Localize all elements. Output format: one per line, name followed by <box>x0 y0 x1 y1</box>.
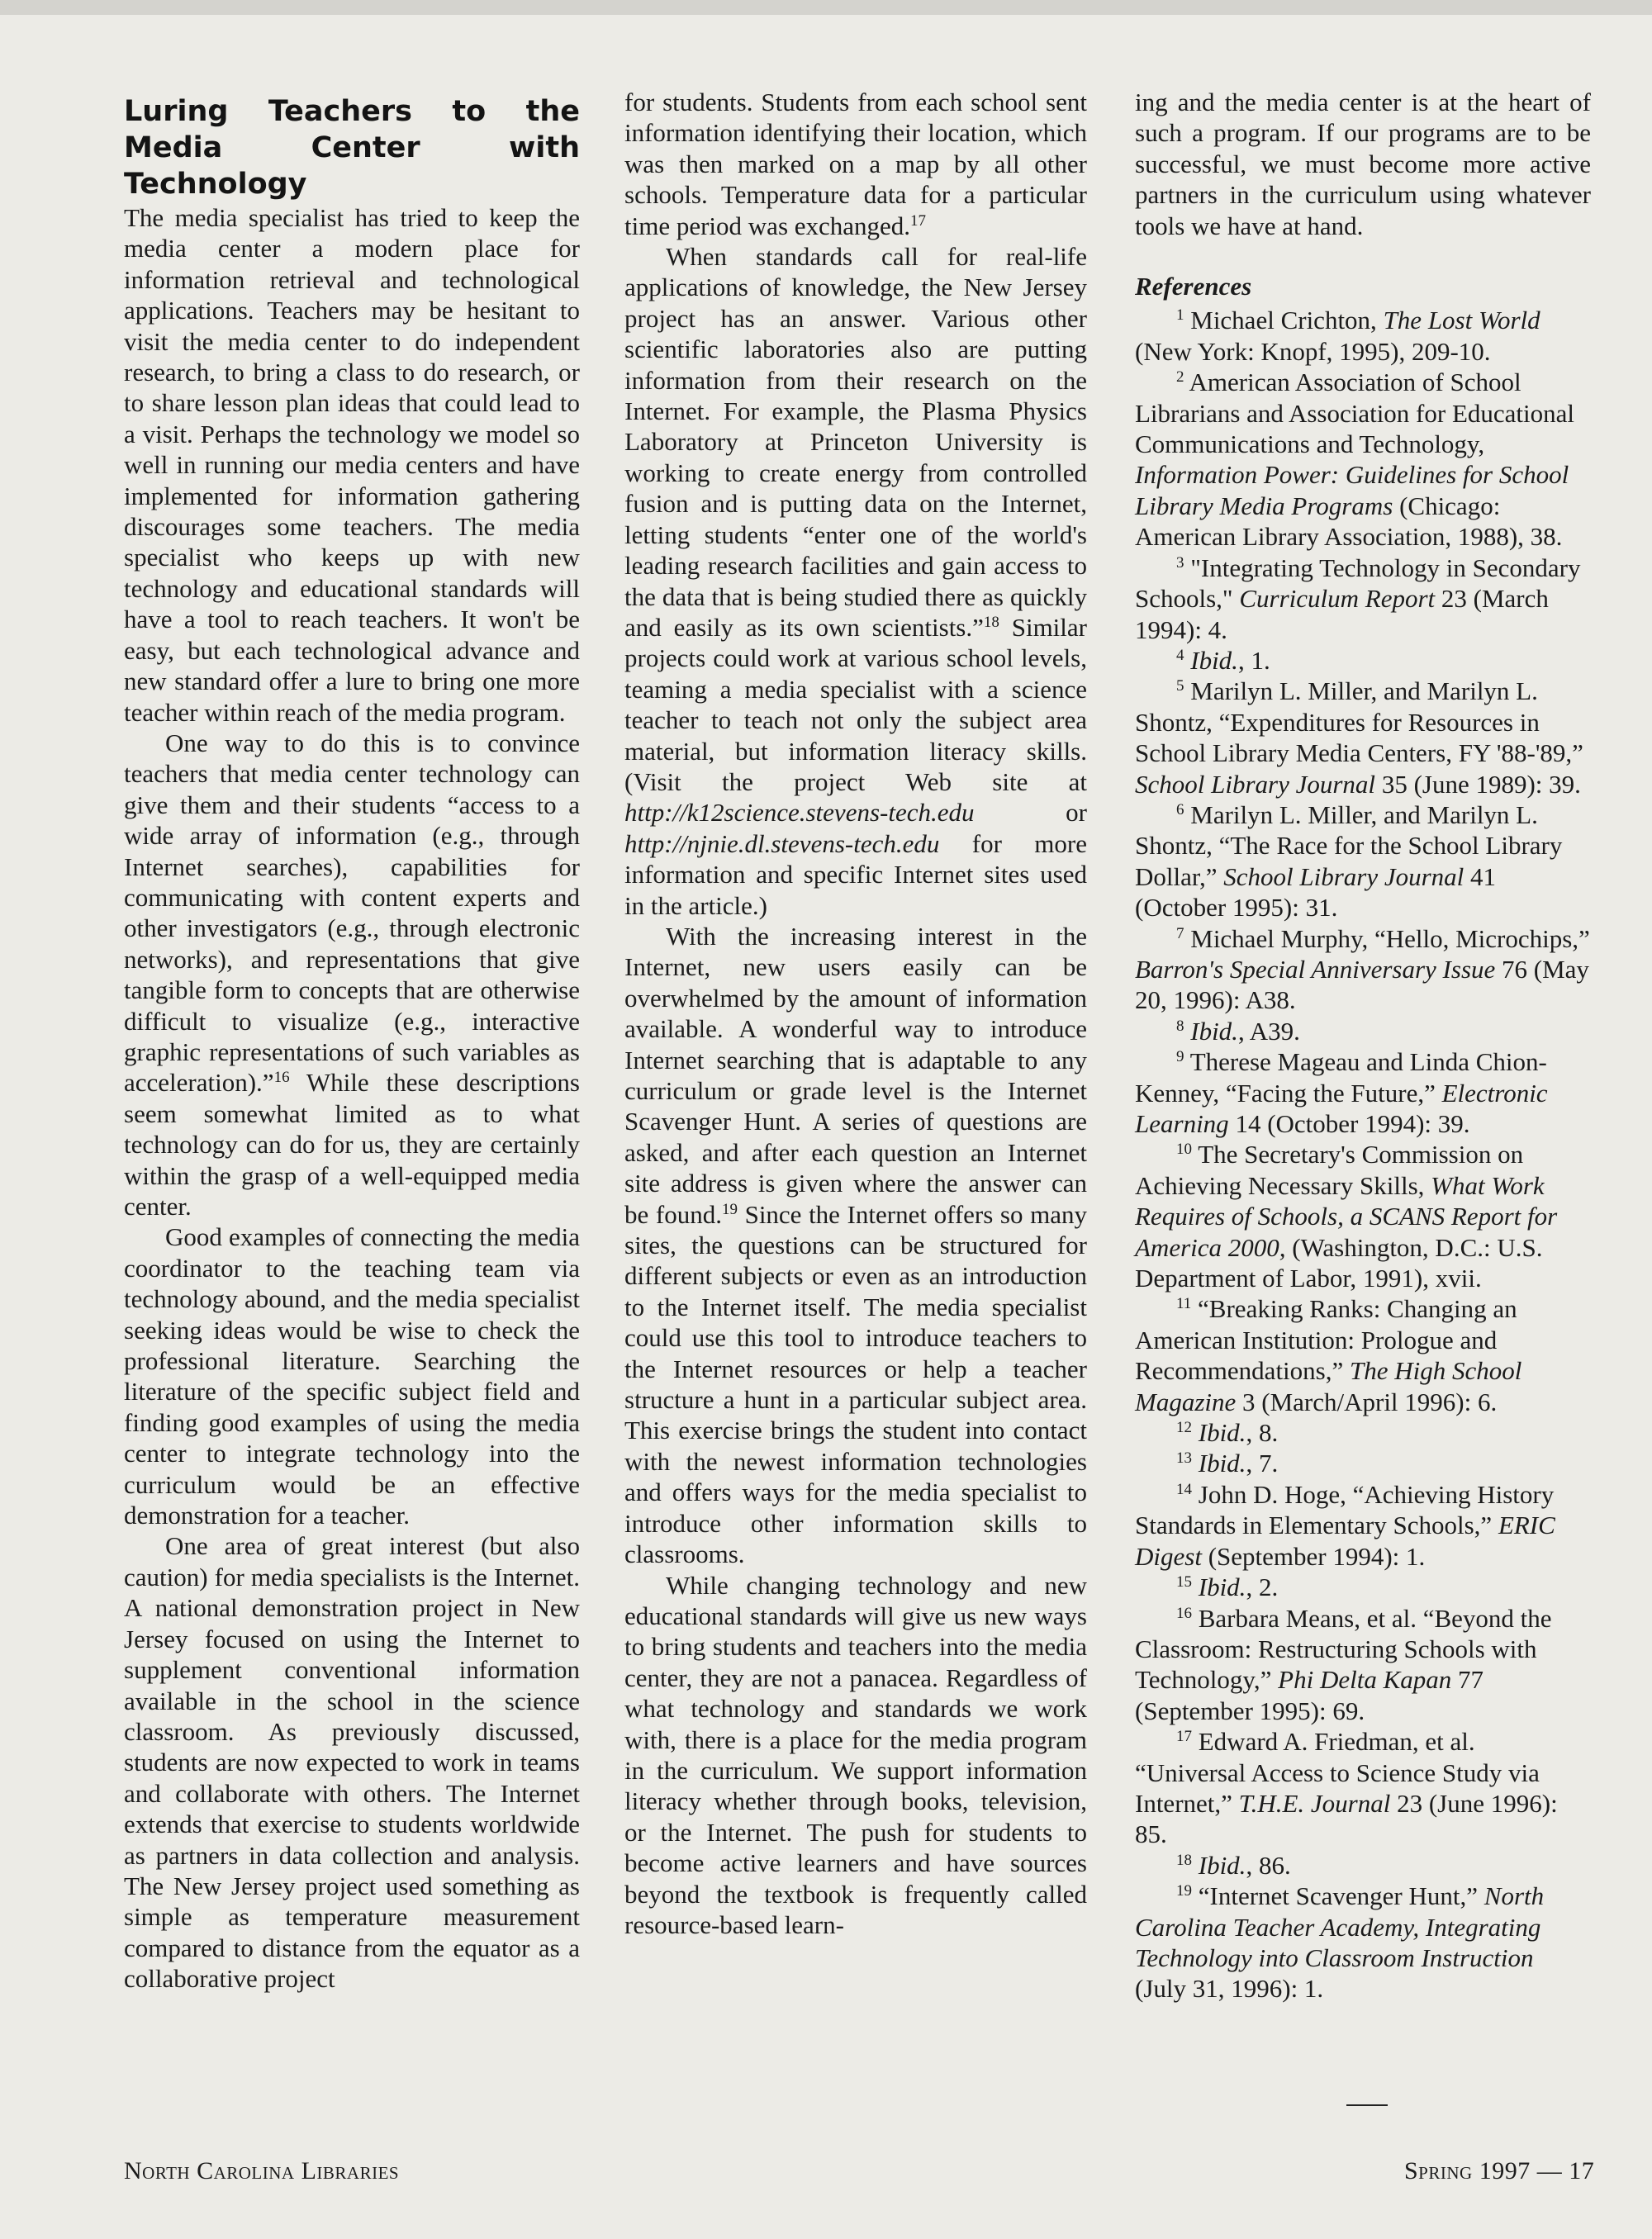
reference-item <box>1135 799 1591 923</box>
reference-title: The High School Magazine <box>1135 1356 1522 1416</box>
reference-number: 9 <box>1176 1048 1184 1066</box>
column-1 <box>124 80 580 1995</box>
url-link[interactable]: http://k12science.stevens-tech.edu <box>624 798 975 828</box>
reference-title: What Work Requires of Schools, a SCANS Report for America 2000, <box>1135 1170 1558 1262</box>
reference-number: 8 <box>1176 1017 1184 1035</box>
reference-item <box>1135 367 1591 552</box>
footnote-marker: 17 <box>910 211 927 230</box>
reference-title: Electronic Learning <box>1135 1078 1548 1138</box>
reference-item <box>1135 923 1591 1016</box>
reference-text: American Association of School Librarians and Association for Educational Communications and Technology, <box>1135 368 1575 459</box>
reference-title: North Carolina Teacher Academy, Integrating Technology into Classroom Instruction <box>1135 1881 1545 1972</box>
reference-number: 6 <box>1176 800 1184 818</box>
page-top-edge <box>0 0 1652 15</box>
reference-text: , 7. <box>1246 1449 1279 1478</box>
reference-number: 10 <box>1176 1141 1192 1159</box>
reference-title: The Lost World <box>1383 306 1540 335</box>
reference-title: T.H.E. Journal <box>1238 1788 1391 1818</box>
reference-number: 11 <box>1176 1295 1192 1313</box>
reference-item <box>1135 1417 1591 1448</box>
reference-title: Information Power: Guidelines for School Library Media Programs <box>1135 460 1569 520</box>
reference-title: Ibid. <box>1198 1449 1246 1478</box>
reference-text: Michael Crichton, <box>1190 306 1384 335</box>
reference-text: 14 (October 1994): 39. <box>1228 1109 1470 1138</box>
paragraph: ing and the media center is at the heart of such a program. If our programs are to be successful, we must become more active partners in the curriculum using whatever tools we have at hand. <box>1135 88 1591 240</box>
reference-text: “Internet Scavenger Hunt,” <box>1198 1881 1484 1911</box>
reference-title: Curriculum Report <box>1239 584 1436 614</box>
reference-title: Ibid. <box>1190 645 1238 675</box>
reference-text: , 86. <box>1246 1850 1291 1880</box>
column-2 <box>624 87 1087 1940</box>
reference-text: Marilyn L. Miller, and Marilyn L. Shontz, “Expenditures for Resources in School Library Media Centers, FY '88-'89,” <box>1135 676 1583 768</box>
footnote-marker: 19 <box>721 1200 738 1218</box>
reference-text: Edward A. Friedman, et al. “Universal Access to Science Study via Internet,” <box>1135 1727 1540 1818</box>
reference-text: 3 (March/April 1996): 6. <box>1236 1387 1498 1416</box>
reference-item <box>1135 1448 1591 1478</box>
reference-title: ERIC Digest <box>1135 1511 1555 1571</box>
reference-title: Ibid. <box>1198 1573 1246 1602</box>
reference-text: 35 (June 1989): 39. <box>1375 769 1581 799</box>
reference-text: “Breaking Ranks: Changing an American Institution: Prologue and Recommendations,” <box>1135 1294 1517 1386</box>
reference-text: (July 31, 1996): 1. <box>1135 1974 1324 2004</box>
reference-item <box>1135 305 1591 367</box>
references-heading: References <box>1135 272 1252 301</box>
reference-text: Barbara Means, et al. “Beyond the Classroom: Restructuring Schools with Technology,” <box>1135 1603 1552 1695</box>
reference-number: 3 <box>1176 553 1184 572</box>
paragraph: One area of great interest (but also caution) for media specialists is the Internet. A national demonstration project in New Jersey focused on using the Internet to supplement conventional information available in the school in the science classroom. As previously discussed, students are now expected to work in teams and collaborate with others. The Internet extends that exercise to students worldwide as partners in data collection and analysis. The New Jersey project used something as simple as temperature measurement compared to distance from the equator as a collaborative project <box>124 1531 580 1994</box>
reference-item <box>1135 645 1591 676</box>
reference-text: , A39. <box>1237 1016 1300 1046</box>
end-rule <box>1346 2104 1388 2106</box>
reference-number: 13 <box>1176 1449 1192 1468</box>
reference-text: , 8. <box>1246 1418 1279 1448</box>
reference-title: School Library Journal <box>1135 769 1376 799</box>
reference-text: 77 (September 1995): 69. <box>1135 1665 1484 1725</box>
reference-list <box>1135 305 1591 2004</box>
reference-text: "Integrating Technology in Secondary Schools," <box>1135 553 1581 614</box>
paragraph: While changing technology and new educational standards will give us new ways to bring students and teachers into the media center, they are not a panacea. Regardless of what technology and standards we work with, there is a place for the media program in the curriculum. We support information literacy whether through books, television, or the Internet. The push for students to become active learners and have sources beyond the textbook is frequently called resource-based learn- <box>624 1570 1087 1939</box>
reference-text: 23 (June 1996): 85. <box>1135 1788 1558 1849</box>
url-link[interactable]: http://njnie.dl.stevens-tech.edu <box>624 828 940 858</box>
reference-item <box>1135 1293 1591 1417</box>
section-heading: Luring Teachers to the Media Center with Technology <box>124 95 580 201</box>
reference-item <box>1135 1572 1591 1602</box>
paragraph: for students. Students from each school sent information identifying their location, which was then marked on a map by all other schools. Temperature data for a particular time period was exchanged.$^{17}$ <box>624 88 1087 240</box>
reference-number: 14 <box>1176 1480 1192 1498</box>
reference-text: , 1. <box>1237 645 1270 675</box>
reference-text: Therese Mageau and Linda Chion-Kenney, “Facing the Future,” <box>1135 1047 1547 1108</box>
reference-item <box>1135 1850 1591 1881</box>
footer-page-number: Spring 1997 — 17 <box>1404 2157 1595 2184</box>
reference-number: 4 <box>1176 646 1184 664</box>
reference-number: 12 <box>1176 1419 1192 1437</box>
reference-title: Ibid. <box>1198 1850 1246 1880</box>
reference-number: 15 <box>1176 1573 1192 1591</box>
reference-item <box>1135 676 1591 799</box>
reference-text: (September 1994): 1. <box>1201 1541 1426 1571</box>
paragraph: With the increasing interest in the Internet, new users easily can be overwhelmed by the amount of information available. A wonderful way to introduce Internet searching that is adaptable to any curriculum or grade level is the Internet Scavenger Hunt. A series of questions are asked, and after each question an Internet site address is given where the answer can be found.$^{19}$ Since the Internet offers so many sites, the questions can be structured for different subjects or even as an introduction to the Internet itself. The media specialist could use this tool to introduce teachers to the Internet resources or help a teacher structure a hunt in a particular subject area. This exercise brings the student into contact with the newest information technologies and offers ways for the media specialist to introduce other information skills to classrooms. <box>624 921 1087 1569</box>
paragraph: The media specialist has tried to keep the media center a modern place for information retrieval and technological applications. Teachers may be hesitant to visit the media center to do independent research, to bring a class to do research, or to share lesson plan ideas that could lead to a visit. Perhaps the technology we model so well in running our media centers and have implemented for information gathering discourages some teachers. The media specialist who keeps up with new technology and educational standards will have a tool to reach teachers. It won't be easy, but each technological advance and new standard offer a lure to bring one more teacher within reach of the media program. <box>124 203 580 727</box>
reference-number: 18 <box>1176 1851 1192 1869</box>
footnote-marker: 16 <box>273 1069 290 1087</box>
reference-text: , 2. <box>1246 1573 1279 1602</box>
reference-title: Ibid. <box>1190 1016 1238 1046</box>
reference-item <box>1135 1726 1591 1850</box>
reference-number: 1 <box>1176 306 1184 325</box>
reference-text: (Chicago: American Library Association, 1988), 38. <box>1135 491 1563 552</box>
reference-item <box>1135 1479 1591 1572</box>
reference-title: Phi Delta Kapan <box>1278 1665 1452 1695</box>
reference-number: 17 <box>1176 1728 1192 1746</box>
reference-text: (New York: Knopf, 1995), 209-10. <box>1135 336 1491 366</box>
paragraph: When standards call for real-life applications of knowledge, the New Jersey project has an answer. Various other scientific laboratories also are putting information from their research on the Internet. For example, the Plasma Physics Laboratory at Princeton University is working to create energy from controlled fusion and is putting data on the Internet, letting students “enter one of the world's leading research facilities and gain access to the data that is being studied there as quickly and easily as its own scientists.”$^{18}$ Similar projects could work at various school levels, teaming a media specialist with a science teacher to teach not only the subject area material, but information literacy skills. (Visit the project Web site at http://k12science.stevens-tech.edu or http://njnie.dl.stevens-tech.edu for more information and specific Internet sites used in the article.) <box>624 242 1087 920</box>
reference-text: 23 (March 1994): 4. <box>1135 584 1549 644</box>
reference-text: The Secretary's Commission on Achieving Necessary Skills, <box>1135 1140 1524 1200</box>
column-3 <box>1135 87 1591 2004</box>
reference-text: 76 (May 20, 1996): A38. <box>1135 954 1589 1015</box>
reference-number: 2 <box>1176 368 1184 387</box>
reference-item <box>1135 1881 1591 2004</box>
reference-text: 41 (October 1995): 31. <box>1135 861 1497 923</box>
footer-publication: North Carolina Libraries <box>124 2157 400 2184</box>
reference-text: (Washington, D.C.: U.S. Department of Labor, 1991), xvii. <box>1135 1232 1543 1293</box>
reference-text: Michael Murphy, “Hello, Microchips,” <box>1190 923 1590 953</box>
reference-number: 7 <box>1176 924 1184 942</box>
reference-item <box>1135 553 1591 645</box>
reference-title: Barron's Special Anniversary Issue <box>1135 954 1496 984</box>
reference-number: 19 <box>1176 1882 1192 1900</box>
reference-item <box>1135 1603 1591 1727</box>
reference-title: Ibid. <box>1198 1418 1246 1448</box>
paragraph: One way to do this is to convince teachers that media center technology can give them and their students “access to a wide array of information (e.g., through Internet searches), capabilities for communicating with content experts and other investigators (e.g., through electronic networks), and representations that give tangible form to concepts that are otherwise difficult to visualize (e.g., interactive graphic representations of such variables as acceleration).”$^{16}$ While these descriptions seem somewhat limited as to what technology can do for us, they are certainly within the grasp of a well-equipped media center. <box>124 728 580 1221</box>
footnote-marker: 18 <box>983 613 999 631</box>
reference-number: 16 <box>1176 1604 1192 1622</box>
reference-item <box>1135 1016 1591 1046</box>
reference-text: Marilyn L. Miller, and Marilyn L. Shontz, “The Race for the School Library Dollar,” <box>1135 799 1563 891</box>
reference-item <box>1135 1139 1591 1293</box>
reference-item <box>1135 1046 1591 1139</box>
reference-text: John D. Hoge, “Achieving History Standards in Elementary Schools,” <box>1135 1479 1555 1540</box>
reference-number: 5 <box>1176 677 1184 695</box>
paragraph: Good examples of connecting the media coordinator to the teaching team via technology abound, and the media specialist seeking ideas would be wise to check the professional literature. Searching the literature of the specific subject field and finding good examples of using the media center to integrate technology into the curriculum would be an effective demonstration for a teacher. <box>124 1222 580 1530</box>
reference-title: School Library Journal <box>1223 861 1464 891</box>
